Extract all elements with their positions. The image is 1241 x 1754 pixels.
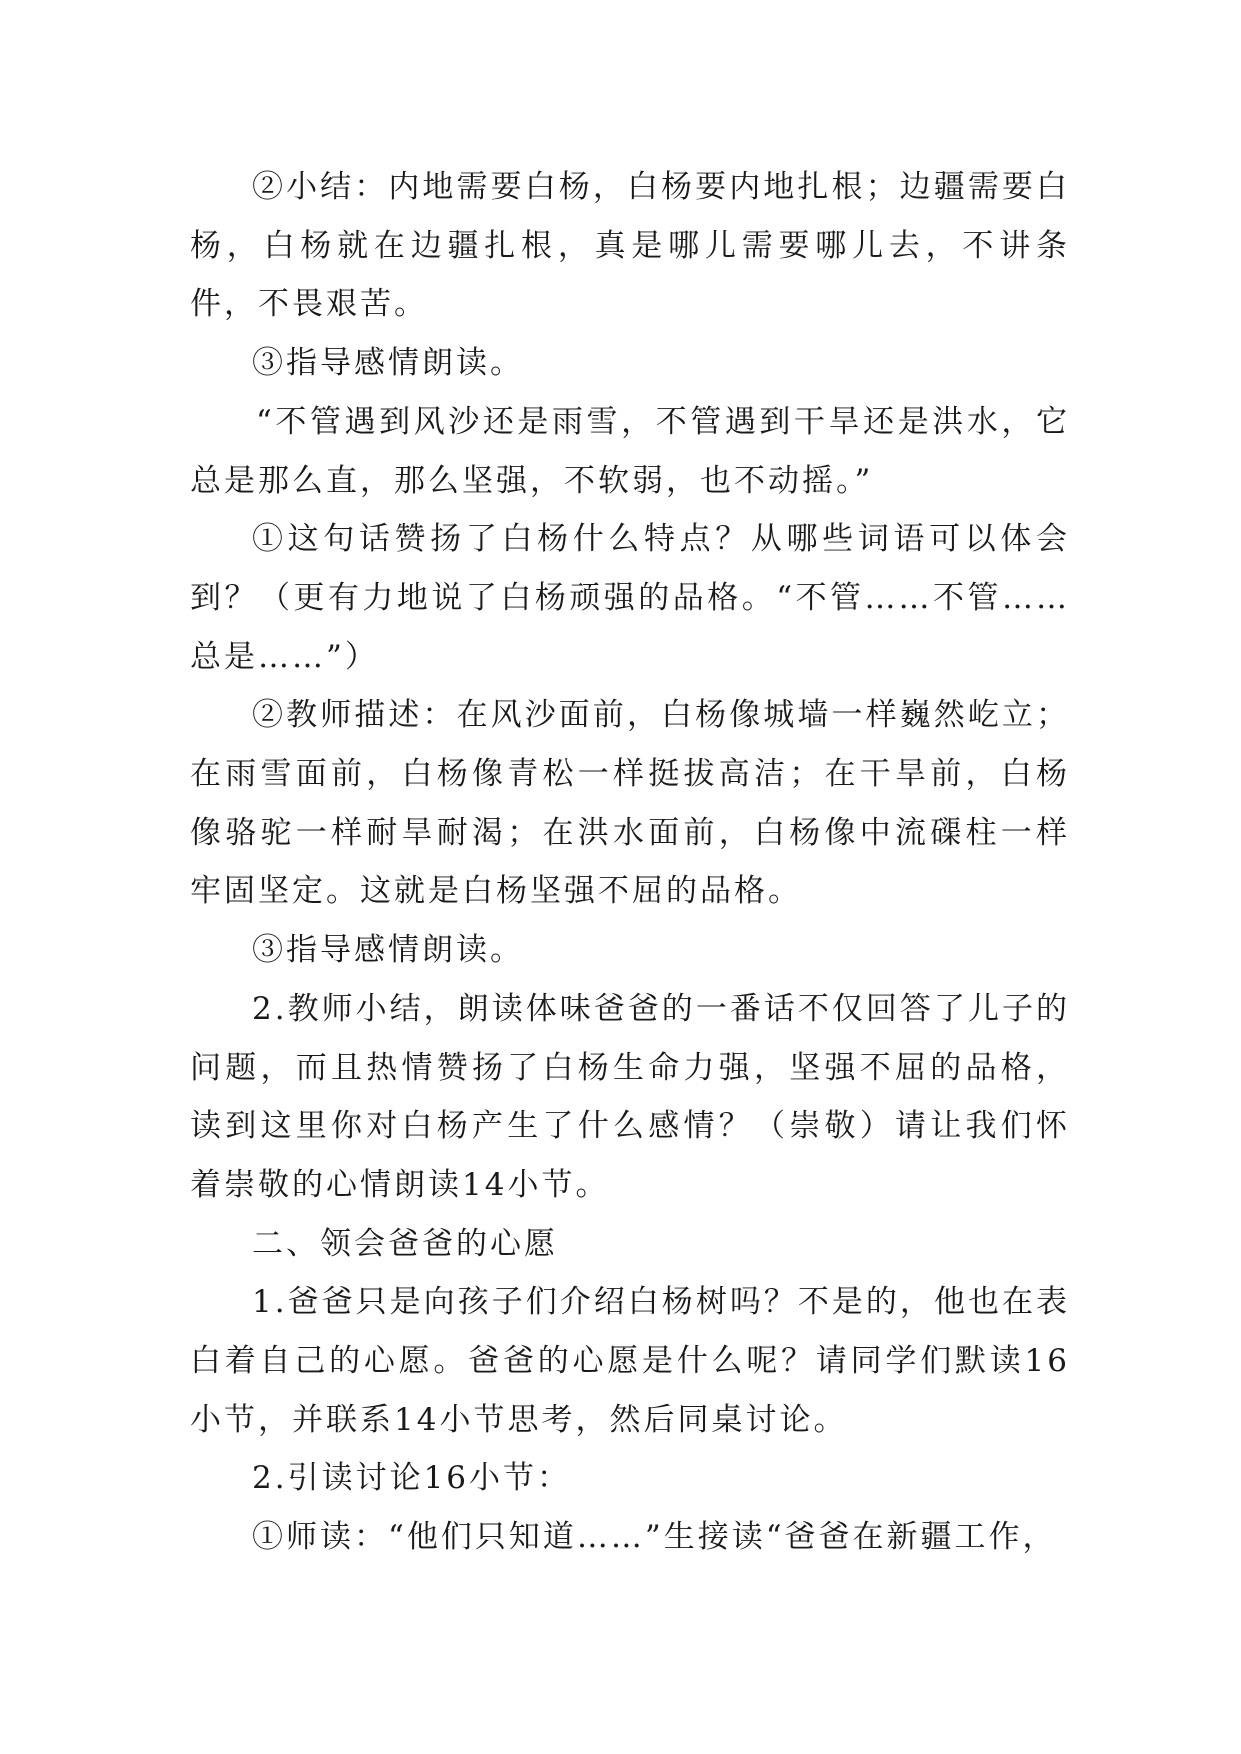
paragraph-guide-reading-1: ③指导感情朗读。 bbox=[252, 345, 524, 382]
paragraph-teacher-summary: 2.教师小结，朗读体味爸爸的一番话不仅回答了儿子的问题，而且热情赞扬了白杨生命力强，坚强不屈的品格，读到这里你对白杨产生了什么感情？（崇敬）请让我们怀着崇敬的心情朗读14小节。 bbox=[190, 990, 1070, 1203]
paragraph-summary-2: ②小结：内地需要白杨，白杨要内地扎根；边疆需要白杨，白杨就在边疆扎根，真是哪儿需要哪儿去，不讲条件，不畏艰苦。 bbox=[190, 169, 1070, 323]
section-heading: 二、领会爸爸的心愿 bbox=[252, 1225, 558, 1262]
paragraph-item-2: 2.引读讨论16小节： bbox=[252, 1460, 572, 1497]
paragraph-question-1: ①这句话赞扬了白杨什么特点？从哪些词语可以体会到？（更有力地说了白杨顽强的品格。“不管……不管……总是……”） bbox=[190, 521, 1070, 675]
paragraph-guide-reading-2: ③指导感情朗读。 bbox=[252, 932, 524, 969]
document-body bbox=[190, 158, 1070, 1567]
paragraph-quote: “不管遇到风沙还是雨雪，不管遇到干旱还是洪水，它总是那么直，那么坚强，不软弱，也不动摇。” bbox=[190, 403, 1070, 499]
paragraph-teacher-description: ②教师描述：在风沙面前，白杨像城墙一样巍然屹立；在雨雪面前，白杨像青松一样挺拔高洁；在干旱前，白杨像骆驼一样耐旱耐渴；在洪水面前，白杨像中流磲柱一样牢固坚定。这就是白杨坚强不屈的品格。 bbox=[190, 697, 1070, 910]
paragraph-item-1: 1.爸爸只是向孩子们介绍白杨树吗？不是的，他也在表白着自己的心愿。爸爸的心愿是什么呢？请同学们默读16小节，并联系14小节思考，然后同桌讨论。 bbox=[190, 1284, 1070, 1438]
paragraph-teacher-reading: ①师读：“他们只知道……”生接读“爸爸在新疆工作， bbox=[252, 1519, 1057, 1556]
